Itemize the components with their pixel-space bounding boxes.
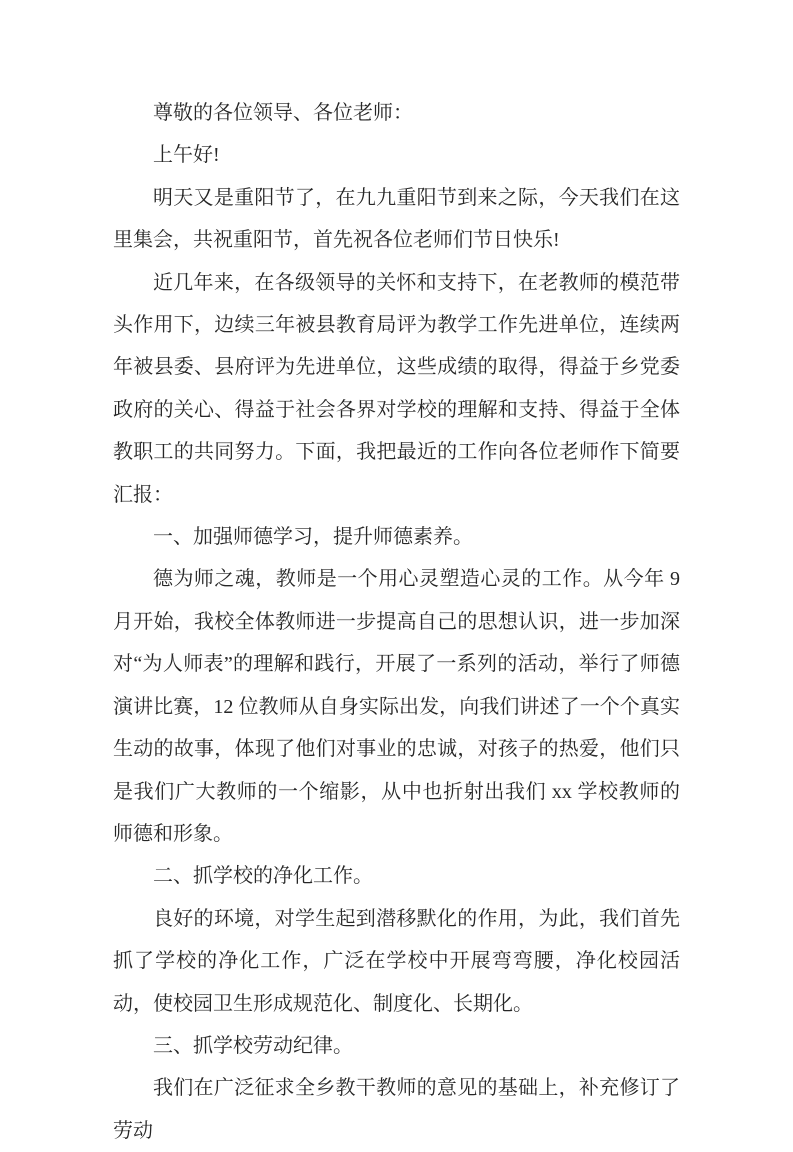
section-1-paragraph: 德为师之魂，教师是一个用心灵塑造心灵的工作。从今年 9 月开始，我校全体教师进一步提高自己的思想认识，进一步加深对“为人师表”的理解和践行，开展了一系列的活动，举行了师德演讲比赛，12 位教师从自身实际出发，向我们讲述了一个个真实生动的故事，体现了他们对事业的忠诚，对孩子的热爱，他们只是我们广大教师的一个缩影，从中也折射出我们 xx 学校教师的师德和形象。 xyxy=(113,568,680,845)
section-2-heading: 二、抓学校的净化工作。 xyxy=(153,865,373,888)
opening-paragraph: 明天又是重阳节了，在九九重阳节到来之际，今天我们在这里集会，共祝重阳节，首先祝各位老师们节日快乐! xyxy=(113,186,680,252)
report-intro-paragraph: 近几年来，在各级领导的关怀和支持下，在老教师的模范带头作用下，边续三年被县教育局评为教学工作先进单位，连续两年被县委、县府评为先进单位，这些成绩的取得，得益于乡党委政府的关心、得益于社会各界对学校的理解和支持、得益于全体教职工的共同努力。下面，我把最近的工作向各位老师作下简要汇报： xyxy=(113,271,680,506)
section-3-paragraph: 我们在广泛征求全乡教干教师的意见的基础上，补充修订了劳动 xyxy=(113,1077,680,1142)
greeting: 上午好! xyxy=(153,144,220,167)
section-1-heading: 一、加强师德学习，提升师德素养。 xyxy=(153,526,473,549)
section-2-paragraph: 良好的环境，对学生起到潜移默化的作用，为此，我们首先抓了学校的净化工作，广泛在学校中开展弯弯腰，净化校园活动，使校园卫生形成规范化、制度化、长期化。 xyxy=(113,907,680,1015)
salutation: 尊敬的各位领导、各位老师： xyxy=(153,102,413,124)
section-3-heading: 三、抓学校劳动纪律。 xyxy=(153,1034,353,1057)
